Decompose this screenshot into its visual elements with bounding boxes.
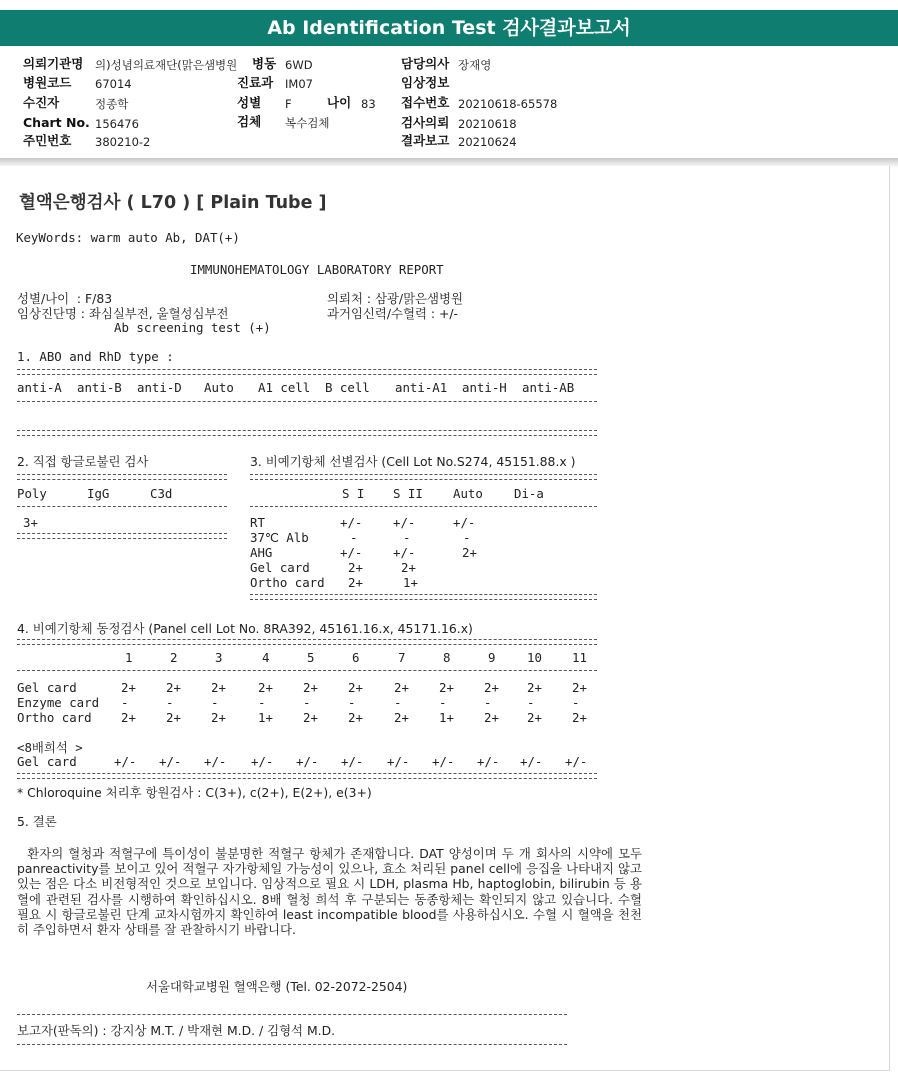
panel-header-10: 10 [527, 650, 542, 665]
dilution-cell: +/- [114, 754, 137, 769]
conclusion-text [17, 846, 642, 937]
age-label: 나이 [327, 95, 352, 110]
dat-value-poly: 3+ [23, 515, 38, 530]
abo-header-anti-d: anti-D [137, 380, 182, 395]
rule [250, 594, 597, 600]
panel-header-1: 1 [125, 650, 133, 665]
history-line: 과거임신력/수혈력 : +/- [327, 306, 459, 321]
sex-age-line: 성별/나이 : F/83 [17, 291, 113, 306]
patient-label: 수진자 [23, 95, 60, 110]
rule [17, 1014, 567, 1015]
report-heading: 혈액은행검사 ( L70 ) [ Plain Tube ] [19, 193, 327, 213]
panel-cell: 2+ [166, 680, 181, 695]
chart-no-label: Chart No. [23, 115, 90, 130]
screen-header-s2: S II [393, 486, 423, 501]
dilution-title: <8배희석 > [17, 740, 83, 755]
panel-cell: 2+ [348, 680, 363, 695]
screen-header-s1: S I [342, 486, 365, 501]
panel-cell: 2+ [211, 710, 226, 725]
request-date-label: 검사의뢰 [401, 115, 450, 130]
panel-cell: 2+ [572, 680, 587, 695]
report-title: Ab Identification Test 검사결과보고서 [267, 17, 631, 39]
panel-cell: - [258, 695, 266, 710]
chart-no-value: 156476 [95, 117, 139, 131]
abo-header-anti-a1: anti-A1 [395, 380, 448, 395]
panel-cell: - [348, 695, 356, 710]
panel-cell: 2+ [258, 680, 273, 695]
dilution-cell: +/- [204, 754, 227, 769]
panel-cell: - [166, 695, 174, 710]
panel-cell: - [303, 695, 311, 710]
screen-row-label: RT [250, 515, 265, 530]
abo-header-anti-ab: anti-AB [522, 380, 575, 395]
reporters: 보고자(판독의) : 강지상 M.T. / 박재현 M.D. / 김형석 M.D. [17, 1023, 336, 1038]
receipt-no-value: 20210618-65578 [458, 97, 558, 111]
screen-header-auto: Auto [453, 486, 483, 501]
section-3-title: 3. 비예기항체 선별검사 (Cell Lot No.S274, 45151.88.x ) [250, 454, 576, 469]
panel-cell: 2+ [348, 710, 363, 725]
dat-header-igg: IgG [87, 486, 110, 501]
screen-cell: +/- [340, 545, 363, 560]
screen-row-label: Ortho card [250, 575, 325, 590]
resident-no-value: 380210-2 [95, 135, 151, 149]
panel-cell: 2+ [211, 680, 226, 695]
screen-cell: +/- [453, 515, 476, 530]
blood-bank-contact: 서울대학교병원 혈액은행 (Tel. 02-2072-2504) [146, 979, 408, 994]
panel-row-label: Gel card [17, 680, 77, 695]
sex-value: F [285, 97, 292, 111]
dept-value: IM07 [285, 77, 313, 91]
request-date-value: 20210618 [458, 117, 517, 131]
abo-header-anti-h: anti-H [462, 380, 507, 395]
screen-cell: 2+ [348, 575, 363, 590]
section-4-title: 4. 비예기항체 동정검사 (Panel cell Lot No. 8RA392, 45161.16.x, 45171.16.x) [17, 621, 473, 636]
rule [250, 474, 597, 480]
dilution-cell: +/- [341, 754, 364, 769]
section-2-title: 2. 직접 항글로불린 검사 [17, 454, 149, 469]
dilution-cell: +/- [251, 754, 274, 769]
dept-label: 진료과 [237, 75, 274, 90]
abo-header-anti-b: anti-B [77, 380, 122, 395]
screen-row-label: AHG [250, 545, 273, 560]
panel-cell: - [572, 695, 580, 710]
patient-value: 정종학 [95, 97, 129, 111]
panel-cell: - [394, 695, 402, 710]
panel-cell: 2+ [439, 680, 454, 695]
doctor-label: 담당의사 [401, 56, 450, 71]
dat-header-c3d: C3d [150, 486, 173, 501]
panel-header-6: 6 [352, 650, 360, 665]
panel-cell: 2+ [394, 710, 409, 725]
panel-cell: - [439, 695, 447, 710]
panel-header-9: 9 [488, 650, 496, 665]
specimen-value: 복수검체 [285, 116, 330, 130]
dilution-cell: +/- [565, 754, 588, 769]
screen-cell: - [350, 530, 358, 545]
panel-cell: - [527, 695, 535, 710]
section-5-title: 5. 결론 [17, 814, 57, 829]
ward-label: 병동 [252, 56, 277, 71]
screen-cell: - [463, 530, 471, 545]
rule [17, 533, 227, 539]
rule [17, 639, 597, 645]
dilution-cell: +/- [387, 754, 410, 769]
conclusion-body: 환자의 혈청과 적혈구에 특이성이 불분명한 적혈구 항체가 존재합니다. DAT 양성이며 두 개 회사의 시약에 모두 panreactivity를 보이고 있어 적혈구 자가항체일 가능성이 있으나, 효소 처리된 panel cell에 응집을 나타내지 않고 있는 점은 다소 비전형적인 것으로 보입니다. 임상적으로 필요 시 LDH, plasma Hb, haptoglobin, bilirubin 등 용혈에 관련된 검사를 시행하여 확인하십시오. 8배 혈청 희석 후 구분되는 동종항체는 확인되지 않고 있습니다. 수혈 필요 시 항글로불린 단계 교차시험까지 확인하여 least incompatible blood를 사용하십시오. 수혈 시 혈액을 천천히 주입하면서 환자 상태를 잘 관찰하시기 바랍니다. [17, 846, 642, 938]
panel-cell: 1+ [439, 710, 454, 725]
panel-cell: 2+ [527, 710, 542, 725]
rule [17, 369, 597, 375]
institution-label: 의뢰기관명 [23, 56, 84, 71]
screen-cell: 1+ [403, 575, 418, 590]
keywords: KeyWords: warm auto Ab, DAT(+) [16, 230, 240, 245]
section-1-title: 1. ABO and RhD type : [17, 349, 174, 364]
panel-header-2: 2 [170, 650, 178, 665]
panel-cell: 2+ [572, 710, 587, 725]
panel-row-label: Enzyme card [17, 695, 100, 710]
dat-header-poly: Poly [17, 486, 47, 501]
abo-header-a1-cell: A1 cell [258, 380, 311, 395]
abo-header-b-cell: B cell [325, 380, 370, 395]
dilution-cell: +/- [432, 754, 455, 769]
panel-cell: 2+ [484, 680, 499, 695]
screen-header-dia: Di-a [514, 486, 544, 501]
rule [17, 506, 227, 507]
rule [17, 474, 227, 480]
rule [17, 670, 597, 671]
diagnosis-line-2: Ab screening test (+) [114, 320, 271, 335]
screen-cell: 2+ [348, 560, 363, 575]
panel-header-11: 11 [572, 650, 587, 665]
diagnosis-line: 임상진단명 : 좌심실부전, 울혈성심부전 [17, 306, 229, 321]
screen-cell: +/- [393, 515, 416, 530]
panel-cell: 2+ [484, 710, 499, 725]
resident-no-label: 주민번호 [23, 133, 72, 148]
panel-header-3: 3 [215, 650, 223, 665]
receipt-no-label: 접수번호 [401, 95, 450, 110]
lab-report-title: IMMUNOHEMATOLOGY LABORATORY REPORT [190, 262, 444, 277]
screen-row-label: 37℃ Alb [250, 530, 309, 545]
panel-cell: 2+ [527, 680, 542, 695]
referral-line: 의뢰처 : 삼광/맑은샘병원 [327, 291, 463, 306]
rule [17, 430, 597, 436]
screen-row-label: Gel card [250, 560, 310, 575]
screen-cell: +/- [340, 515, 363, 530]
report-date-label: 결과보고 [401, 133, 450, 148]
panel-cell: 2+ [166, 710, 181, 725]
panel-header-4: 4 [262, 650, 270, 665]
panel-header-8: 8 [443, 650, 451, 665]
panel-cell: 2+ [303, 710, 318, 725]
rule [250, 506, 597, 507]
dilution-cell: +/- [520, 754, 543, 769]
panel-cell: - [211, 695, 219, 710]
clinical-info-label: 임상정보 [401, 75, 450, 90]
doctor-value: 장재영 [458, 58, 492, 72]
screen-cell: +/- [393, 545, 416, 560]
hospital-code-label: 병원코드 [23, 75, 72, 90]
panel-row-label: Ortho card [17, 710, 92, 725]
institution-value: 의)성념의료재단(맑은샘병원 [95, 58, 238, 72]
screen-cell: - [403, 530, 411, 545]
chloroquine-note: * Chloroquine 처리후 항원검사 : C(3+), c(2+), E(2+), e(3+) [17, 785, 372, 800]
age-value: 83 [361, 97, 376, 111]
screen-cell: 2+ [462, 545, 477, 560]
dilution-cell: +/- [477, 754, 500, 769]
panel-cell: - [121, 695, 129, 710]
panel-header-5: 5 [307, 650, 315, 665]
rule [17, 401, 597, 402]
panel-cell: 2+ [121, 710, 136, 725]
specimen-label: 검체 [237, 114, 262, 129]
abo-header-anti-a: anti-A [17, 380, 62, 395]
rule [17, 773, 597, 779]
dilution-cell: +/- [296, 754, 319, 769]
hospital-code-value: 67014 [95, 77, 132, 91]
ward-value: 6WD [285, 58, 313, 72]
panel-cell: 2+ [303, 680, 318, 695]
panel-cell: 2+ [121, 680, 136, 695]
sex-label: 성별 [237, 95, 262, 110]
rule [17, 1044, 567, 1045]
panel-header-7: 7 [398, 650, 406, 665]
panel-cell: 2+ [394, 680, 409, 695]
panel-cell: - [484, 695, 492, 710]
screen-cell: 2+ [401, 560, 416, 575]
report-title-bar [0, 10, 898, 46]
panel-cell: 1+ [258, 710, 273, 725]
dilution-row-label: Gel card [17, 754, 77, 769]
abo-header-auto: Auto [204, 380, 234, 395]
report-date-value: 20210624 [458, 135, 517, 149]
dilution-cell: +/- [159, 754, 182, 769]
